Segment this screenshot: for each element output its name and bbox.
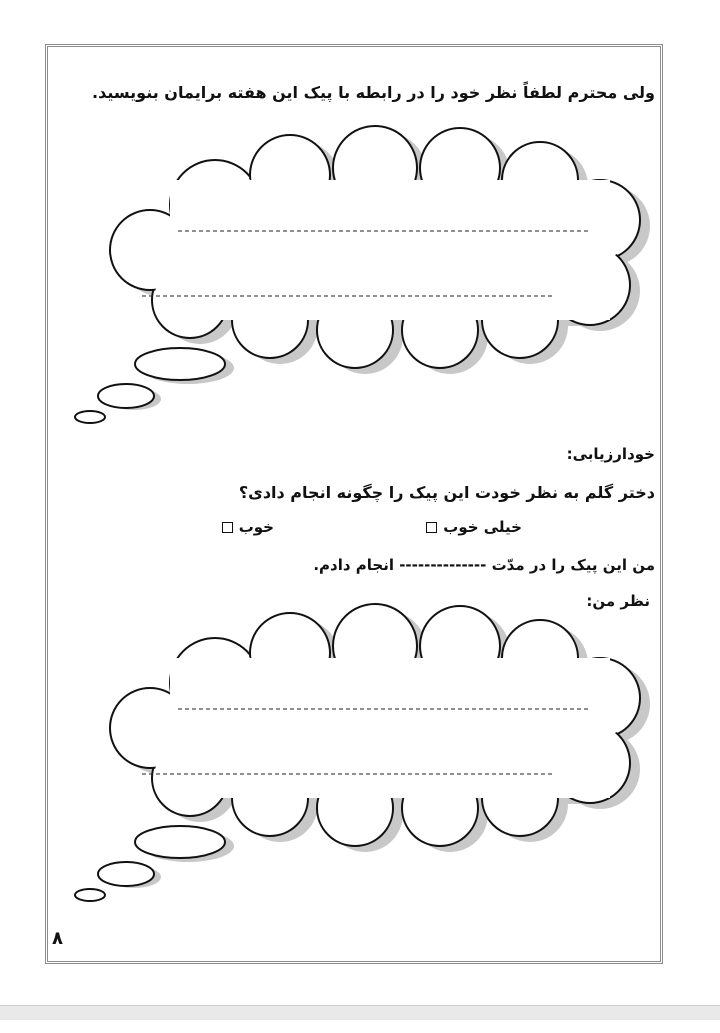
parent-instruction: ولی محترم لطفاً نظر خود را در رابطه با پیک این هفته برایمان بنویسید. xyxy=(92,83,655,102)
my-opinion-label: نظر من: xyxy=(586,592,650,610)
parent-comment-cloud[interactable] xyxy=(0,0,720,440)
option-good-label: خوب xyxy=(238,518,274,536)
self-assessment-title: خودارزیابی: xyxy=(566,445,655,463)
next-page-edge xyxy=(0,1020,720,1033)
duration-sentence: من این پیک را در مدّت -------------- انجام دادم. xyxy=(313,556,655,574)
page-number: ۸ xyxy=(52,928,63,949)
student-opinion-cloud[interactable] xyxy=(0,478,720,918)
option-very-good-label: خیلی خوب xyxy=(443,518,522,536)
self-assessment-question: دختر گلم به نظر خودت این پیک را چگونه انجام دادی؟ xyxy=(238,483,655,502)
